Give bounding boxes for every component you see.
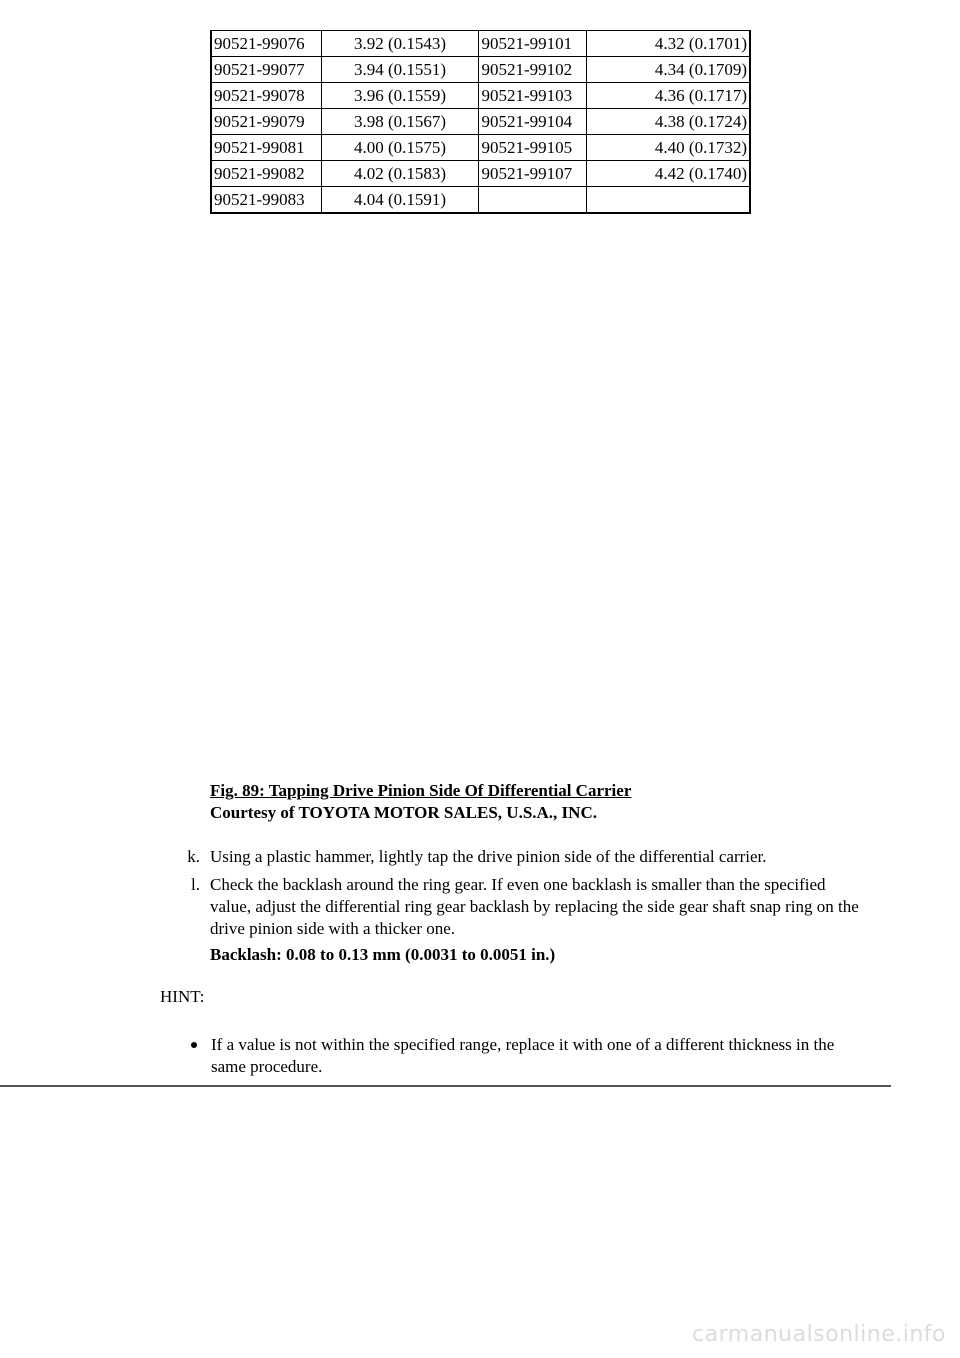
part-number-cell xyxy=(479,187,587,214)
hint-label: HINT: xyxy=(160,987,205,1006)
bullet-icon xyxy=(191,1042,197,1048)
thickness-cell: 4.00 (0.1575) xyxy=(321,135,479,161)
step-marker: l. xyxy=(191,875,200,894)
step-text: Using a plastic hammer, lightly tap the drive pinion side of the differential carrier. xyxy=(210,847,767,866)
thickness-cell: 4.42 (0.1740) xyxy=(587,161,750,187)
backlash-spec: Backlash: 0.08 to 0.13 mm (0.0031 to 0.0051 in.) xyxy=(210,945,556,964)
part-number-cell: 90521-99081 xyxy=(211,135,321,161)
thickness-cell: 4.34 (0.1709) xyxy=(587,57,750,83)
thickness-cell: 3.98 (0.1567) xyxy=(321,109,479,135)
snap-ring-thickness-table xyxy=(210,30,751,214)
part-number-cell: 90521-99101 xyxy=(479,31,587,57)
thickness-cell: 4.40 (0.1732) xyxy=(587,135,750,161)
table-row xyxy=(211,135,750,161)
part-number-cell: 90521-99104 xyxy=(479,109,587,135)
thickness-cell: 4.32 (0.1701) xyxy=(587,31,750,57)
part-number-cell: 90521-99076 xyxy=(211,31,321,57)
figure-caption xyxy=(210,780,631,824)
part-number-cell: 90521-99079 xyxy=(211,109,321,135)
part-number-cell: 90521-99077 xyxy=(211,57,321,83)
step-text: Check the backlash around the ring gear. If even one backlash is smaller than the specified value, adjust the differential ring gear backlash by replacing the side gear shaft snap ring on the drive pinion side with a thicker one. xyxy=(210,875,859,938)
part-number-cell: 90521-99083 xyxy=(211,187,321,214)
thickness-cell: 4.36 (0.1717) xyxy=(587,83,750,109)
procedure-step-k xyxy=(160,846,860,868)
thickness-cell: 3.94 (0.1551) xyxy=(321,57,479,83)
step-marker: k. xyxy=(187,847,200,866)
table-row xyxy=(211,83,750,109)
part-number-cell: 90521-99105 xyxy=(479,135,587,161)
hint-bullet-item xyxy=(191,1034,871,1078)
figure-title-link[interactable]: Fig. 89: Tapping Drive Pinion Side Of Differential Carrier xyxy=(210,781,632,800)
table-row xyxy=(211,57,750,83)
part-number-cell: 90521-99078 xyxy=(211,83,321,109)
procedure-step-l xyxy=(160,874,860,940)
part-number-cell: 90521-99107 xyxy=(479,161,587,187)
thickness-cell: 3.96 (0.1559) xyxy=(321,83,479,109)
table-row xyxy=(211,109,750,135)
table-row xyxy=(211,187,750,214)
hint-bullet-text: If a value is not within the specified range, replace it with one of a different thickness in the same procedure. xyxy=(211,1035,835,1076)
page-divider xyxy=(0,1085,891,1087)
table-row xyxy=(211,161,750,187)
site-watermark: carmanualsonline.info xyxy=(692,1322,946,1347)
thickness-cell: 4.38 (0.1724) xyxy=(587,109,750,135)
part-number-cell: 90521-99082 xyxy=(211,161,321,187)
thickness-cell: 4.04 (0.1591) xyxy=(321,187,479,214)
part-number-cell: 90521-99103 xyxy=(479,83,587,109)
figure-courtesy: Courtesy of TOYOTA MOTOR SALES, U.S.A., INC. xyxy=(210,803,597,822)
thickness-cell: 4.02 (0.1583) xyxy=(321,161,479,187)
table-row xyxy=(211,31,750,57)
part-number-cell: 90521-99102 xyxy=(479,57,587,83)
thickness-cell: 3.92 (0.1543) xyxy=(321,31,479,57)
thickness-cell xyxy=(587,187,750,214)
